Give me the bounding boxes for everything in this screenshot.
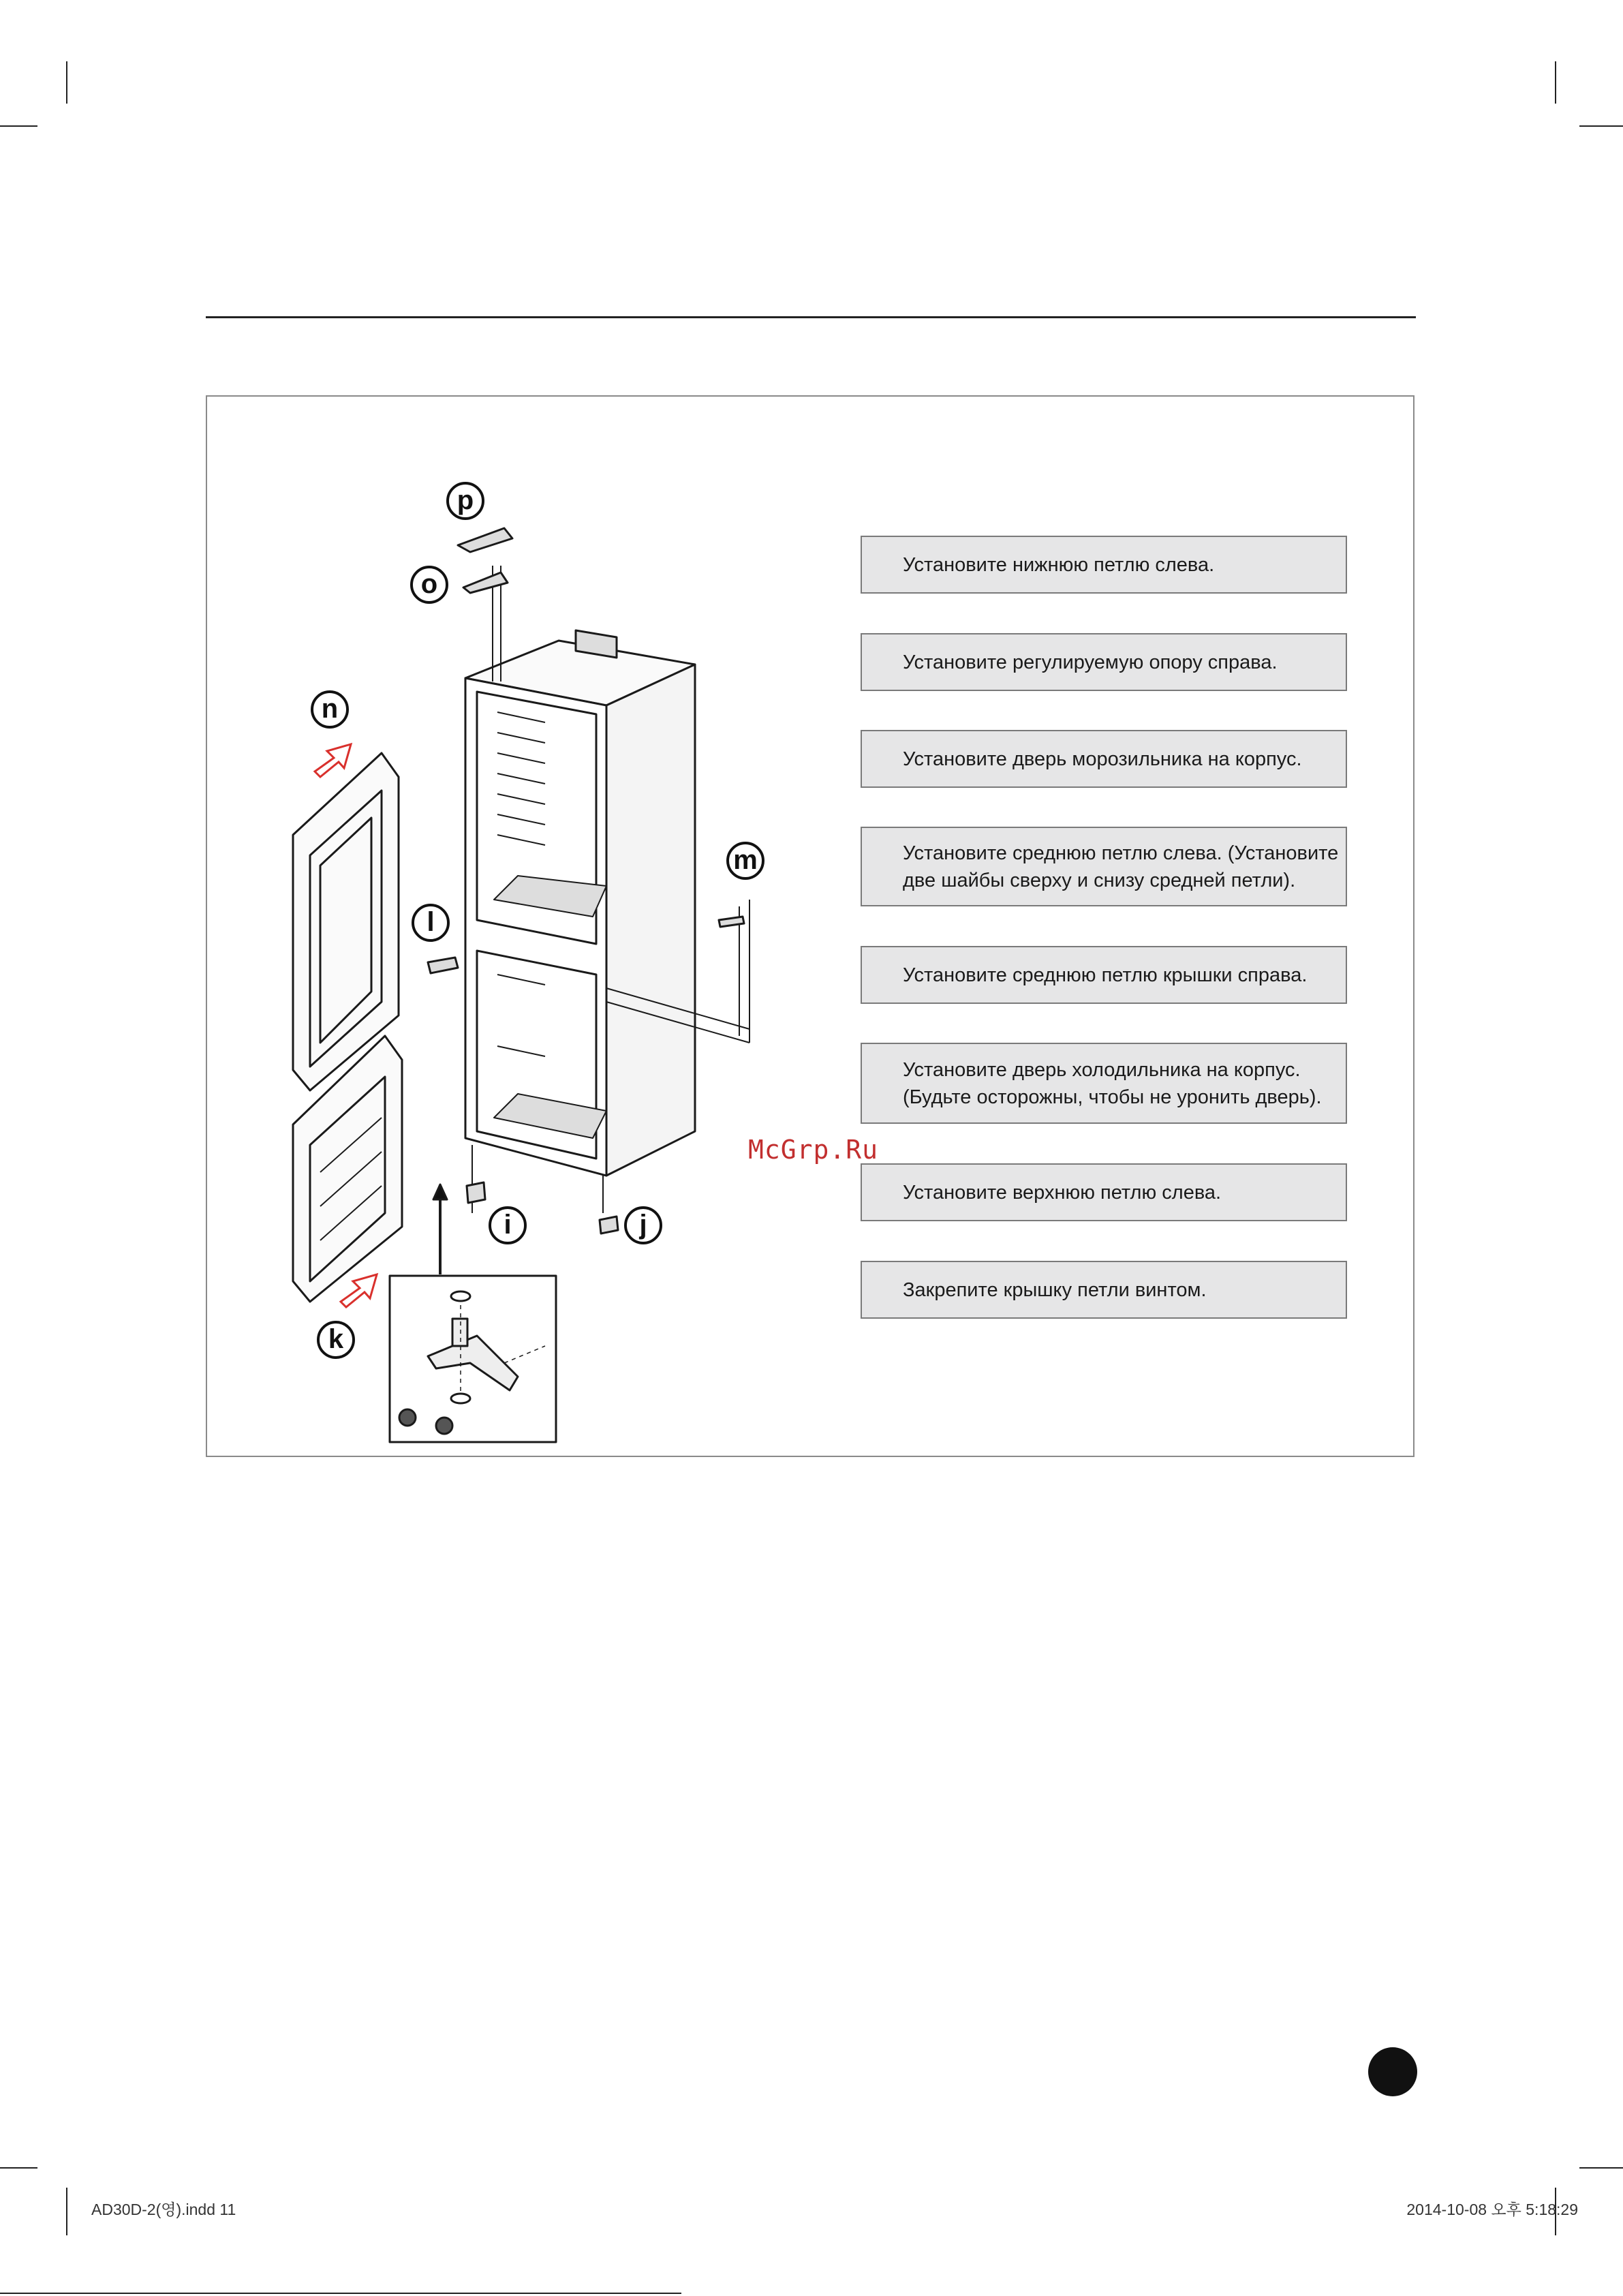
part-label-n: n xyxy=(311,690,349,729)
detail-pointer-head xyxy=(433,1184,447,1199)
part-label-o: o xyxy=(410,566,448,604)
watermark: McGrp.Ru xyxy=(748,1135,879,1165)
instruction-text: Установите нижнюю петлю слева. xyxy=(903,553,1215,576)
top-hinge-parts xyxy=(458,528,512,593)
instruction-step xyxy=(861,827,1347,906)
instruction-step xyxy=(861,946,1347,1004)
adjustable-foot-part xyxy=(600,1216,618,1234)
instruction-step xyxy=(861,1261,1347,1319)
instruction-step xyxy=(861,730,1347,788)
detail-inset xyxy=(390,1276,556,1442)
instruction-step xyxy=(861,1043,1347,1124)
instruction-text: Установите среднюю петлю слева. (Установите xyxy=(903,842,1339,864)
instruction-text: (Будьте осторожны, чтобы не уронить дверь). xyxy=(903,1086,1322,1108)
part-label-l: l xyxy=(412,904,450,942)
instruction-text: Установите верхнюю петлю слева. xyxy=(903,1181,1222,1204)
freezer-door-arrow xyxy=(315,744,351,777)
instruction-step xyxy=(861,536,1347,594)
instruction-text: две шайбы сверху и снизу средней петли). xyxy=(903,869,1296,891)
instruction-text: Установите дверь морозильника на корпус. xyxy=(903,748,1302,770)
instruction-step xyxy=(861,1163,1347,1221)
footer-file: AD30D-2(영).indd 11 xyxy=(91,2201,236,2218)
hinge-cover-part xyxy=(719,917,744,927)
instruction-step xyxy=(861,633,1347,691)
page-number-dot xyxy=(1368,2047,1417,2096)
instruction-text: Установите дверь холодильника на корпус. xyxy=(903,1058,1301,1081)
refrigerator-door-arrow xyxy=(341,1274,377,1307)
middle-hinge-part xyxy=(428,958,458,973)
bottom-hinge-part xyxy=(467,1182,485,1203)
part-label-i: i xyxy=(489,1206,527,1244)
part-label-m: m xyxy=(726,842,764,880)
part-label-k: k xyxy=(317,1321,355,1359)
part-label-p: p xyxy=(446,482,484,520)
instruction-text: Установите регулируемую опору справа. xyxy=(903,651,1278,673)
instruction-text: Закрепите крышку петли винтом. xyxy=(903,1279,1207,1301)
part-label-j: j xyxy=(624,1206,662,1244)
instruction-text: Установите среднюю петлю крышки справа. xyxy=(903,964,1308,986)
footer-date: 2014-10-08 오후 5:18:29 xyxy=(1406,2201,1578,2218)
